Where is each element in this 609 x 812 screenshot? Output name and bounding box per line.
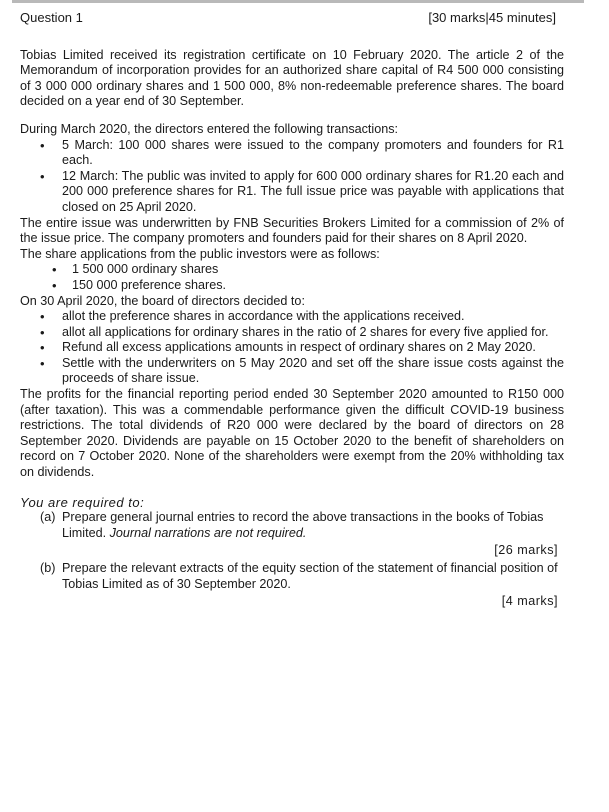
list-item: • allot all applications for ordinary shares in the ratio of 2 shares for every five applied for. — [20, 325, 564, 341]
board-lead: On 30 April 2020, the board of directors decided to: — [20, 293, 305, 308]
top-rule — [12, 0, 584, 3]
requirement-b — [20, 561, 564, 592]
underwriting-paragraph: The entire issue was underwritten by FNB Securities Brokers Limited for a commission of 2% of the issue price. The company promoters and founders paid for their shares on 8 April 2020. — [20, 215, 564, 246]
requirement-a-marks: [26 marks] — [494, 543, 558, 558]
question-title: Question 1 — [20, 10, 83, 25]
requirement-a-note: Journal narrations are not required. — [109, 525, 307, 540]
requirement-b-text: Prepare the relevant extracts of the equity section of the statement of financial position of Tobias Limited as of 30 September 2020. — [62, 561, 558, 591]
question-header — [20, 10, 564, 26]
requirement-b-letter: (b) — [40, 561, 56, 575]
intro-paragraph: Tobias Limited received its registration certificate on 10 February 2020. The article 2 of the Memorandum of incorporation provides for an authorized share capital of R4 500 000 consisting of 3 000 000 ordinary shares and 1 500 000, 8% non-redeemable preference shares. The board decided on a year end of 30 September. — [20, 47, 564, 109]
requirement-a — [20, 510, 564, 541]
question-marks: [30 marks|45 minutes] — [428, 10, 556, 25]
question-page — [20, 10, 564, 612]
list-item: • 5 March: 100 000 shares were issued to the company promoters and founders for R1 each. — [20, 138, 564, 169]
list-item: • Settle with the underwriters on 5 May 2020 and set off the share issue costs against the proceeds of share issue. — [20, 356, 564, 387]
requirement-a-letter: (a) — [40, 510, 56, 525]
profits-paragraph: The profits for the financial reporting period ended 30 September 2020 amounted to R150 000 (after taxation). This was a commendable performance given the difficult COVID-19 business restrictions. The total dividends of R20 000 were declared by the board of directors on 28 September 2020. Dividends are payable on 15 October 2020 to the benefit of shareholders on record on 7 October 2020. None of the shareholders were exempt from the 20% withholding tax on dividends. — [20, 387, 564, 480]
requirement-a-text: Prepare general journal entries to record the above transactions in the books of Tobias Limited. — [62, 510, 544, 540]
list-item: • 12 March: The public was invited to apply for 600 000 ordinary shares for R1.20 each and 200 000 preference shares for R1. The full issue price was payable with applications that closed on 25 April 2020. — [20, 169, 564, 216]
list-item: • allot the preference shares in accordance with the applications received. — [20, 309, 564, 325]
requirement-b-marks: [4 marks] — [501, 594, 558, 609]
march-lead: During March 2020, the directors entered the following transactions: — [20, 121, 399, 136]
list-item: • Refund all excess applications amounts in respect of ordinary shares on 2 May 2020. — [20, 340, 564, 356]
applications-list — [20, 262, 564, 293]
board-list — [20, 309, 564, 387]
march-list — [20, 138, 564, 216]
list-item: • 1 500 000 ordinary shares — [20, 262, 564, 278]
required-title: You are required to: — [20, 494, 145, 510]
applications-lead: The share applications from the public investors were as follows: — [20, 246, 380, 261]
list-item: • 150 000 preference shares. — [20, 278, 564, 294]
